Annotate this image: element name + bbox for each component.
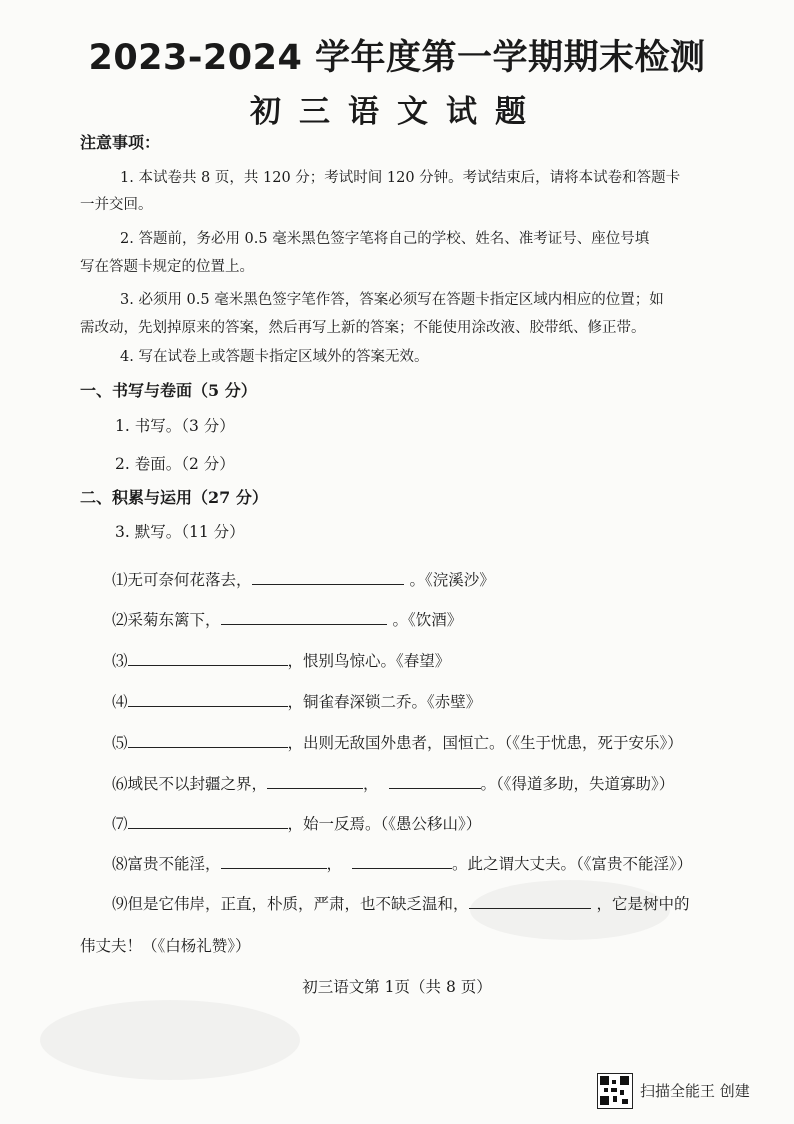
answer-blank[interactable] (128, 729, 288, 748)
qr-code-icon (597, 1073, 633, 1109)
fill-item-3 (112, 647, 450, 671)
fill-item-7 (112, 810, 481, 834)
item-number: ⑸ (112, 734, 128, 752)
item-number: ⑵ (112, 611, 128, 629)
notice-item-2-cont: 写在答题卡规定的位置上。 (80, 259, 254, 275)
item-text: ， (326, 855, 343, 873)
answer-blank[interactable] (128, 688, 288, 707)
item-number: ⑹ (112, 775, 128, 793)
item-text: 无可奈何花落去， (127, 571, 252, 589)
notice-item-1: 1. 本试卷共 8 页，共 120 分；考试时间 120 分钟。考试结束后，请将本试卷和答题卡 (120, 170, 681, 186)
exam-subtitle: 初三语文试题 (250, 94, 544, 130)
fill-item-9-cont: 伟丈夫！（《白杨礼赞》） (80, 937, 251, 955)
item-text: 采菊东篱下， (127, 611, 221, 629)
item-number: ⑴ (112, 571, 128, 589)
item-number: ⑻ (112, 855, 128, 873)
fill-item-5 (112, 729, 683, 753)
notice-item-3-cont: 需改动，先划掉原来的答案，然后再写上新的答案；不能使用涂改液、胶带纸、修正带。 (80, 320, 646, 336)
item-number: ⑷ (112, 693, 128, 711)
item-text: ，始一反焉。（《愚公移山》） (287, 815, 482, 833)
item-text: 。《饮酒》 (392, 611, 463, 629)
item-number: ⑼ (112, 895, 128, 913)
notice-item-1-cont: 一并交回。 (80, 197, 153, 213)
page-footer: 初三语文第 1页（共 8 页） (302, 978, 492, 996)
answer-blank[interactable] (267, 770, 363, 789)
notice-item-3: 3. 必须用 0.5 毫米黑色签字笔作答，答案必须写在答题卡指定区域内相应的位置；如 (120, 292, 664, 308)
scan-stain (40, 1000, 300, 1080)
item-text: 。（《得道多助，失道寡助》） (480, 775, 675, 793)
fill-item-4 (112, 688, 481, 712)
fill-item-9 (112, 890, 690, 914)
answer-blank[interactable] (252, 566, 404, 585)
fill-item-2 (112, 606, 462, 630)
answer-blank[interactable] (128, 810, 288, 829)
scanner-watermark: 扫描全能王 创建 (640, 1082, 750, 1100)
answer-blank[interactable] (469, 890, 591, 909)
fill-item-8 (112, 850, 692, 874)
item-text: ，恨别鸟惊心。《春望》 (287, 652, 451, 670)
item-text: 。此之谓大丈夫。（《富贵不能淫》） (452, 855, 693, 873)
item-text: ， (363, 775, 379, 793)
answer-blank[interactable] (128, 647, 288, 666)
answer-blank[interactable] (221, 606, 387, 625)
item-text: 域民不以封疆之界， (127, 775, 268, 793)
item-text: ，铜雀春深锁二乔。《赤壁》 (287, 693, 482, 711)
fill-item-6 (112, 770, 674, 794)
item-text: 但是它伟岸，正直，朴质，严肃，也不缺乏温和， (127, 895, 469, 913)
exam-title: 2023-2024 学年度第一学期期末检测 (88, 38, 706, 78)
notice-item-2: 2. 答题前，务必用 0.5 毫米黑色签字笔将自己的学校、姓名、准考证号、座位号填 (120, 231, 650, 247)
fill-item-1 (112, 566, 495, 590)
item-number: ⑺ (112, 815, 128, 833)
notice-heading: 注意事项： (80, 133, 161, 152)
question-3: 3. 默写。（11 分） (115, 523, 245, 541)
answer-blank[interactable] (389, 770, 481, 789)
answer-blank[interactable] (352, 850, 452, 869)
item-number: ⑶ (112, 652, 128, 670)
item-text: 。《浣溪沙》 (409, 571, 495, 589)
answer-blank[interactable] (221, 850, 327, 869)
question-1: 1. 书写。（3 分） (115, 417, 235, 435)
section-1-title: 一、书写与卷面（5 分） (80, 381, 257, 400)
item-text: ，它是树中的 (596, 895, 690, 913)
item-text: 富贵不能淫， (127, 855, 221, 873)
item-text: ，出则无敌国外患者，国恒亡。（《生于忧患，死于安乐》） (287, 734, 683, 752)
section-2-title: 二、积累与运用（27 分） (80, 488, 268, 507)
notice-item-4: 4. 写在试卷上或答题卡指定区域外的答案无效。 (120, 349, 429, 365)
question-2: 2. 卷面。（2 分） (115, 455, 235, 473)
